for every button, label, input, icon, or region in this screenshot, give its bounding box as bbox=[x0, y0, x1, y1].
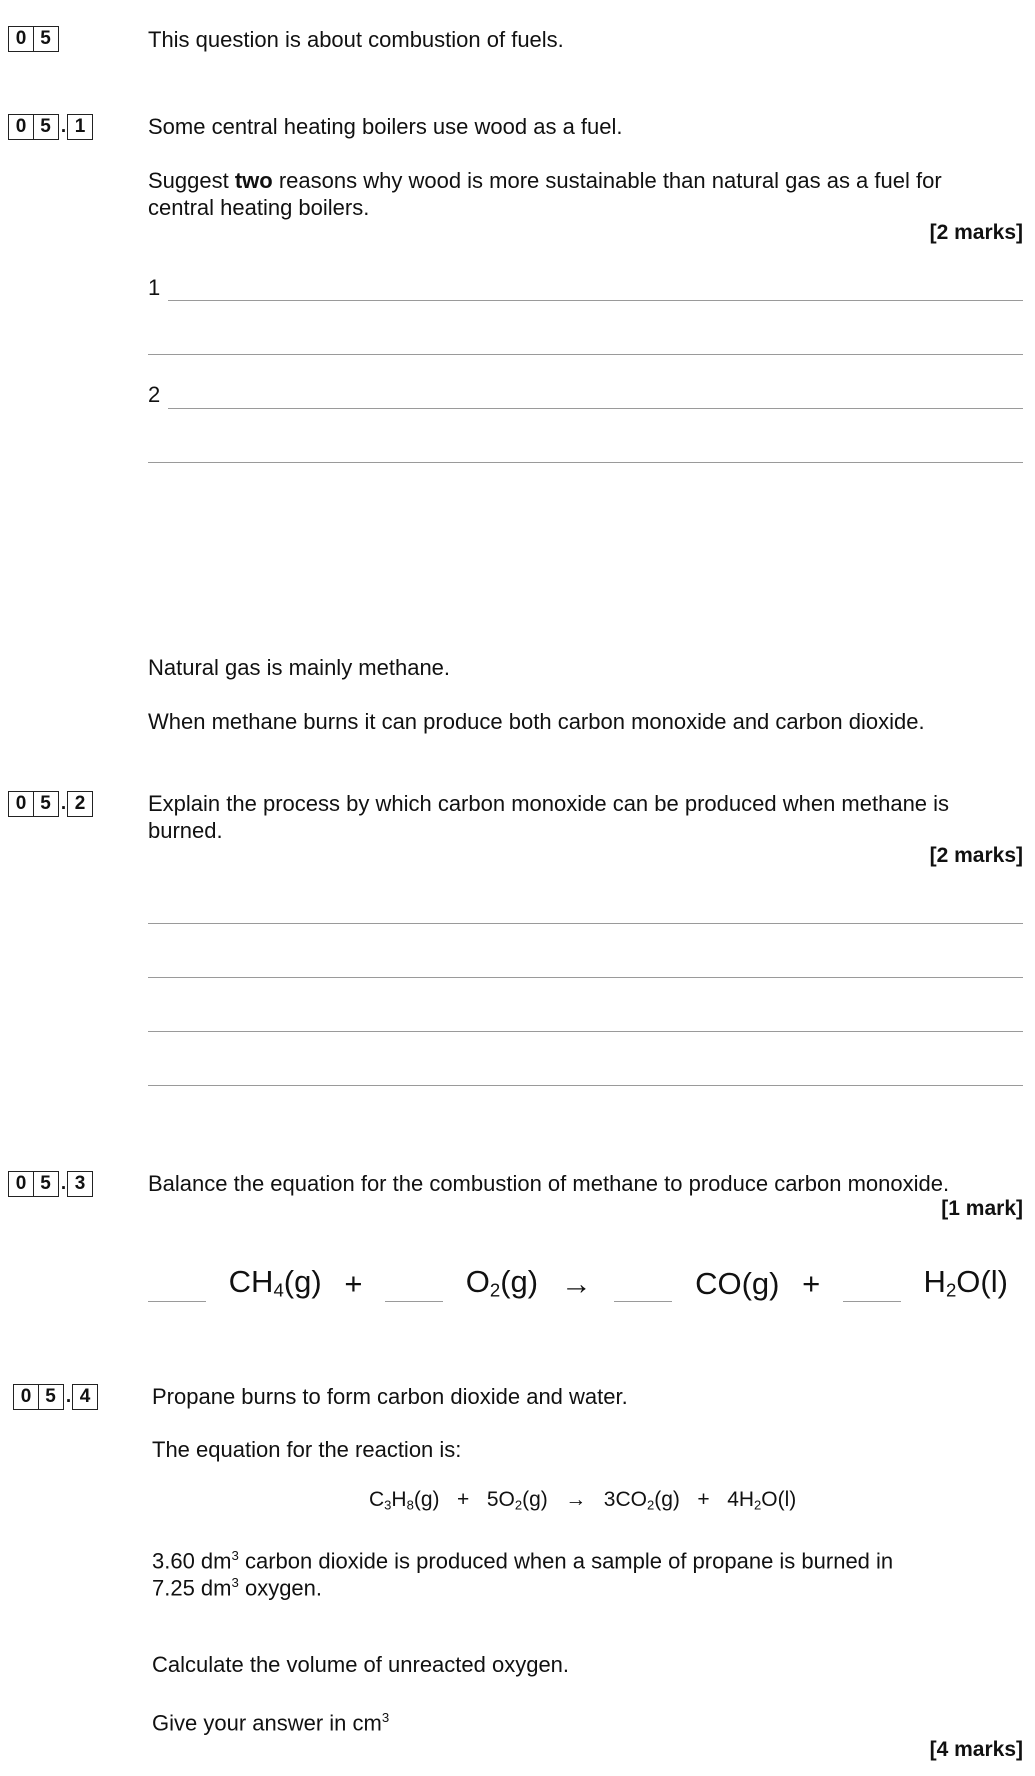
separator-dot: . bbox=[65, 1386, 72, 1407]
question-text: Explain the process by which carbon monoxide can be produced when methane is bbox=[148, 791, 950, 816]
separator-dot: . bbox=[60, 116, 67, 137]
coefficient-blank[interactable] bbox=[148, 1271, 206, 1302]
digit-cell: 0 bbox=[8, 1171, 34, 1197]
digit-cell: 5 bbox=[38, 1384, 64, 1410]
balance-equation bbox=[148, 1264, 1008, 1302]
species-o2: $O_2(g)$ bbox=[465, 1264, 539, 1301]
species-ch4: $CH_4(g)$ bbox=[228, 1264, 322, 1301]
question-text: Suggest two reasons why wood is more sustainable than natural gas as a fuel for bbox=[148, 168, 942, 193]
question-text: Balance the equation for the combustion of methane to produce carbon monoxide. bbox=[148, 1171, 950, 1196]
question-text: The equation for the reaction is: bbox=[152, 1437, 462, 1462]
digit-cell: 4 bbox=[72, 1384, 98, 1410]
coefficient-blank[interactable] bbox=[385, 1271, 443, 1302]
question-text: 7.25 $dm^3$ oxygen. bbox=[152, 1575, 323, 1601]
digit-cell: 0 bbox=[13, 1384, 39, 1410]
question-intro: This question is about combustion of fuels. bbox=[148, 27, 564, 52]
context-text: Natural gas is mainly methane. bbox=[148, 655, 451, 680]
answer-line[interactable] bbox=[148, 354, 1023, 355]
answer-label: 1 bbox=[148, 275, 161, 300]
digit-cell: 5 bbox=[33, 1171, 59, 1197]
context-text: When methane burns it can produce both carbon monoxide and carbon dioxide. bbox=[148, 709, 925, 734]
question-number-box bbox=[8, 1170, 93, 1198]
answer-line[interactable] bbox=[148, 462, 1023, 463]
plus-sign: + bbox=[344, 1265, 363, 1301]
coefficient-blank[interactable] bbox=[614, 1271, 672, 1302]
separator-dot: . bbox=[60, 1173, 67, 1194]
question-text: central heating boilers. bbox=[148, 195, 370, 220]
plus-sign: + bbox=[802, 1265, 821, 1301]
marks-label: [2 marks] bbox=[929, 844, 1023, 867]
digit-cell: 5 bbox=[33, 114, 59, 140]
species-co: CO(g) bbox=[695, 1265, 780, 1301]
question-text: Calculate the volume of unreacted oxygen. bbox=[152, 1652, 570, 1677]
digit-cell: 5 bbox=[33, 791, 59, 817]
digit-cell: 3 bbox=[67, 1171, 93, 1197]
digit-cell: 1 bbox=[67, 114, 93, 140]
question-text: Give your answer in $cm^3$ bbox=[152, 1710, 390, 1736]
answer-line[interactable] bbox=[148, 923, 1023, 924]
answer-line[interactable] bbox=[168, 408, 1023, 409]
question-number-box bbox=[8, 113, 93, 141]
digit-cell: 5 bbox=[33, 26, 59, 52]
marks-label: [4 marks] bbox=[929, 1738, 1023, 1761]
separator-dot: . bbox=[60, 793, 67, 814]
species-h2o: $H_2O(l)$ bbox=[923, 1264, 1008, 1301]
question-text: 3.60 $dm^3$ carbon dioxide is produced when a sample of propane is burned in bbox=[152, 1548, 894, 1574]
question-number-box bbox=[13, 1383, 98, 1411]
arrow: → bbox=[560, 1265, 592, 1301]
marks-label: [1 mark] bbox=[941, 1197, 1023, 1220]
digit-cell: 0 bbox=[8, 114, 34, 140]
answer-line[interactable] bbox=[168, 300, 1023, 301]
answer-line[interactable] bbox=[148, 1031, 1023, 1032]
question-text: burned. bbox=[148, 818, 223, 843]
marks-label: [2 marks] bbox=[929, 221, 1023, 244]
coefficient-blank[interactable] bbox=[843, 1271, 901, 1302]
question-text: Propane burns to form carbon dioxide and water. bbox=[152, 1384, 628, 1409]
question-text: Some central heating boilers use wood as a fuel. bbox=[148, 114, 623, 139]
answer-label: 2 bbox=[148, 382, 161, 407]
question-number-box bbox=[8, 25, 59, 53]
digit-cell: 0 bbox=[8, 26, 34, 52]
digit-cell: 0 bbox=[8, 791, 34, 817]
digit-cell: 2 bbox=[67, 791, 93, 817]
propane-equation: $C_3H_8(g)$ + $5O_2(g)$ → $3CO_2(g)$ + $4H_2O(l)$ bbox=[369, 1488, 797, 1513]
question-number-box bbox=[8, 790, 93, 818]
answer-line[interactable] bbox=[148, 1085, 1023, 1086]
answer-line[interactable] bbox=[148, 977, 1023, 978]
